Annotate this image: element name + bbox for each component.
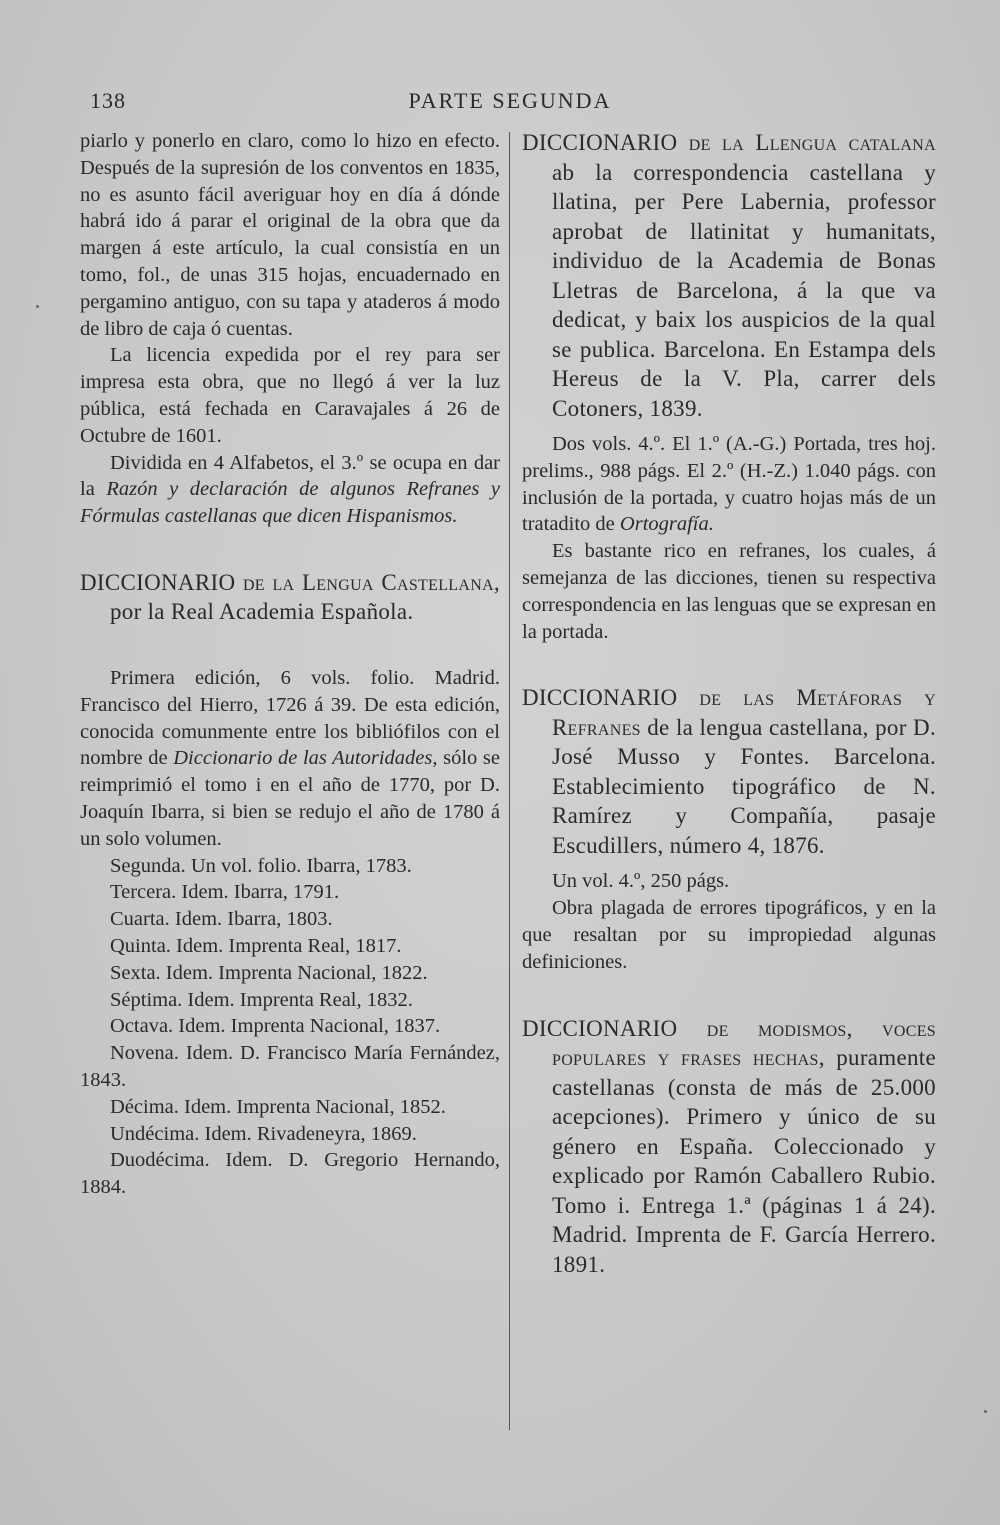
paragraph-obra-plagada: Obra plagada de errores tipográficos, y en la que resaltan por su impropiedad algunas definiciones.	[522, 897, 936, 973]
running-head	[90, 88, 930, 118]
entry-heading-llengua-catalana	[522, 128, 936, 423]
edition-item: Sexta. Idem. Imprenta Nacional, 1822.	[110, 961, 428, 984]
paragraph-un-vol: Un vol. 4.º, 250 págs.	[552, 870, 730, 893]
entry-heading-smallcaps: de la Lengua Castellana	[242, 569, 494, 595]
entry-heading-rest: ab la correspondencia castellana y llatina, per Pere Labernia, professor aprobat de llatinitat y humanitats, individuo de la Academia de Bonas Lletras de Barcelona, á la que va dedicat, y baix los auspicios de la qual se publica. Barcelona. En Estampa dels Hereus de la V. Pla, carrer dels Cotoners, 1839.	[552, 159, 936, 421]
dos-vols-text: Dos vols. 4.º. El 1.º (A.-G.) Portada, tres hoj. prelims., 988 págs. El 2.º (H.-Z.) 1.040 págs. con inclusión de la portada, y cuatro hojas más de un tratadito de	[522, 433, 936, 536]
entry-heading-rest: puramente castellanas (consta de más de 25.000 acepciones). Primero y único de su género en España. Coleccionado y explicado por Ramón Caballero Rubio. Tomo i. Entrega 1.ª (páginas 1 á 24). Madrid. Imprenta de F. García Herrero. 1891.	[552, 1045, 936, 1277]
edition-item: Quinta. Idem. Imprenta Real, 1817.	[110, 934, 402, 957]
entry-heading-smallcaps: de modismos, voces populares y frases hechas,	[552, 1015, 936, 1071]
paragraph-alfabetos-text: Dividida en 4 Alfabetos, el 3.º se ocupa en dar la	[80, 451, 500, 501]
right-column	[522, 128, 936, 1279]
paragraph-primera-edicion	[80, 665, 500, 853]
entry-heading-lead: DICCIONARIO	[522, 1015, 678, 1041]
paragraph-licencia: La licencia expedida por el rey para ser impresa esta obra, que no llegó á ver la luz pública, está fechada en Caravajales á 26 de Octubre de 1601.	[80, 344, 500, 447]
scan-speck	[36, 305, 39, 308]
edition-item: Séptima. Idem. Imprenta Real, 1832.	[110, 988, 413, 1011]
edition-item: Undécima. Idem. Rivadeneyra, 1869.	[110, 1122, 417, 1145]
paragraph-dos-vols	[522, 431, 936, 538]
primera-edicion-end: sólo se reimprimió el tomo i en el año de 1770, por D. Joaquín Ibarra, si bien se redujo el año de 1780 á un solo volumen.	[80, 747, 501, 850]
left-column	[80, 128, 500, 1201]
edition-item: Décima. Idem. Imprenta Nacional, 1852.	[110, 1095, 446, 1118]
entry-heading-metaforas	[522, 683, 936, 860]
running-title: PARTE SEGUNDA	[408, 88, 612, 113]
paragraph-bastante-rico: Es bastante rico en refranes, los cuales, á semejanza de las dicciones, tienen su respectiva correspondencia en las lenguas que se expresan en la portada.	[522, 540, 936, 643]
primera-edicion-italic: Diccionario de las Autoridades,	[173, 747, 438, 770]
paragraph-alfabetos	[80, 450, 500, 530]
edition-item: Duodécima. Idem. D. Gregorio Hernando, 1884.	[80, 1149, 500, 1199]
edition-item: Tercera. Idem. Ibarra, 1791.	[110, 881, 340, 904]
edition-item: Novena. Idem. D. Francisco María Fernández, 1843.	[80, 1042, 500, 1091]
primera-edicion-text: Primera edición, 6 vols. folio. Madrid. Francisco del Hierro, 1726 á 39. De esta edición, conocida comunmente entre los bibliófilos con el nombre de	[80, 666, 500, 770]
edition-item: Segunda. Un vol. folio. Ibarra, 1783.	[110, 854, 412, 877]
entry-heading-real-academia	[80, 568, 500, 627]
entry-heading-rest: de la lengua castellana, por D. José Musso y Fontes. Barcelona. Establecimiento tipográfico de N. Ramírez y Compañía, pasaje Escudillers, número 4, 1876.	[552, 714, 936, 858]
paragraph-alfabetos-italic: Razón y declaración de algunos Refranes y Fórmulas castellanas que dicen Hispanismos.	[80, 478, 500, 528]
entry-heading-rest: , por la Real Academia Española.	[110, 569, 500, 625]
edition-item: Cuarta. Idem. Ibarra, 1803.	[110, 908, 333, 931]
entry-heading-lead: DICCIONARIO	[522, 685, 678, 711]
scan-speck	[984, 1410, 987, 1413]
dos-vols-italic: Ortografía.	[619, 513, 714, 536]
entry-heading-smallcaps: de las Metáforas y Refranes	[552, 685, 936, 740]
entry-heading-lead: DICCIONARIO	[522, 130, 678, 155]
editions-list	[80, 853, 500, 1201]
entry-heading-smallcaps: de la Llengua catalana	[688, 130, 936, 155]
edition-item: Octava. Idem. Imprenta Nacional, 1837.	[110, 1015, 441, 1038]
entry-heading-lead: DICCIONARIO	[80, 569, 236, 595]
column-rule	[509, 132, 510, 1430]
paragraph-continuation: piarlo y ponerlo en claro, como lo hizo en efecto. Después de la supresión de los conventos en 1835, no es asunto fácil averiguar hoy en día á dónde habrá ido á parar el original de la obra que da margen á este artículo, la cual consistía en un tomo, fol., de unas 315 hojas, encuadernado en pergamino antiguo, con su tapa y ataderos á modo de libro de caja ó cuentas.	[80, 130, 500, 340]
entry-heading-modismos	[522, 1014, 936, 1280]
page-number: 138	[90, 88, 126, 113]
